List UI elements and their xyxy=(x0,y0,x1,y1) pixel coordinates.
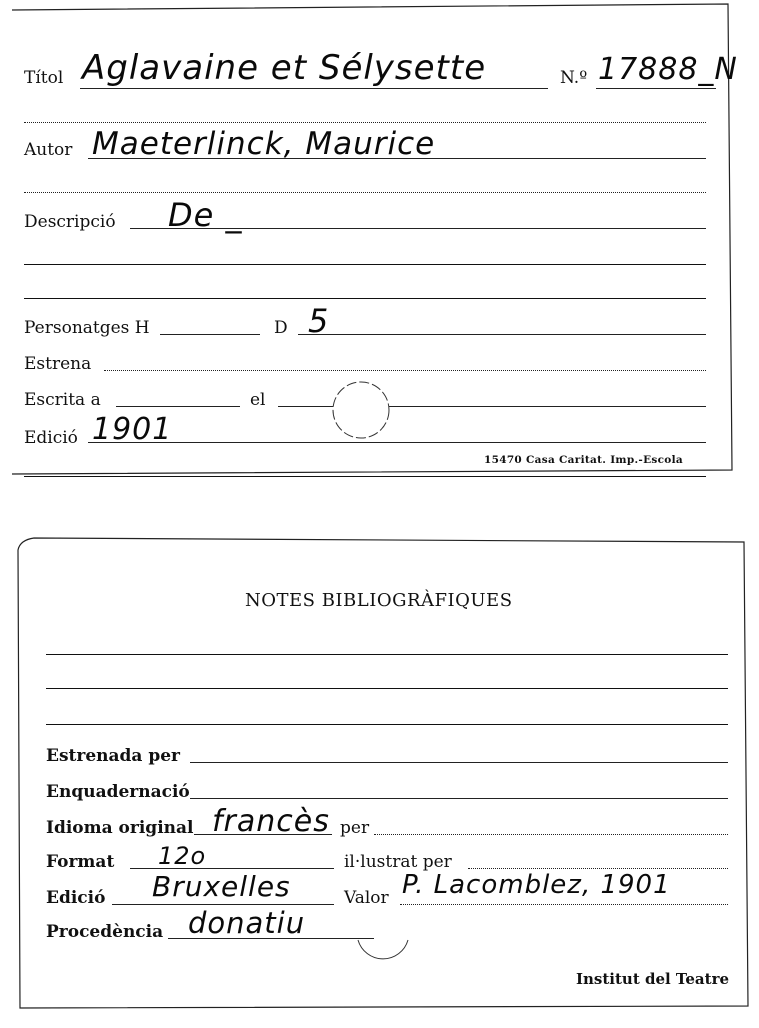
separator-line xyxy=(24,122,706,123)
procedencia-label: Procedència xyxy=(46,922,164,942)
procedencia-value: donatiu xyxy=(188,906,306,940)
numero-label: N.º xyxy=(560,68,588,88)
catalog-card-front xyxy=(8,6,738,476)
el-label: el xyxy=(250,390,266,410)
numero-value: 17888_N xyxy=(598,52,738,87)
institut-imprint: Institut del Teatre xyxy=(576,970,730,988)
edicio-back-value: Bruxelles xyxy=(152,870,291,903)
valor-value: P. Lacomblez, 1901 xyxy=(402,870,671,900)
blank-line xyxy=(24,264,706,265)
blank-line xyxy=(46,724,728,725)
edicio-line xyxy=(88,442,706,443)
escrita-label: Escrita a xyxy=(24,390,101,410)
format-value: 12o xyxy=(158,842,207,870)
blank-line xyxy=(46,654,728,655)
edicio-back-line xyxy=(112,904,334,905)
illustrat-label: il·lustrat per xyxy=(344,852,452,872)
escrita-line xyxy=(116,406,240,407)
personatges-h-line xyxy=(160,334,260,335)
d-label: D xyxy=(274,318,288,338)
valor-label: Valor xyxy=(344,888,389,908)
d-value: 5 xyxy=(308,302,330,340)
autor-value: Maeterlinck, Maurice xyxy=(92,126,436,162)
estrenada-label: Estrenada per xyxy=(46,746,181,766)
per-label: per xyxy=(340,818,370,838)
bottom-line xyxy=(24,476,706,477)
blank-line xyxy=(24,298,706,299)
estrenada-line xyxy=(190,762,728,763)
printer-imprint: 15470 Casa Caritat. Imp.-Escola xyxy=(484,454,683,466)
separator-line xyxy=(24,192,706,193)
edicio-label: Edició xyxy=(24,428,78,448)
valor-line xyxy=(400,904,728,905)
estrena-label: Estrena xyxy=(24,354,92,374)
edicio-back-label: Edició xyxy=(46,888,106,908)
titol-line xyxy=(80,88,548,89)
edicio-value: 1901 xyxy=(92,412,173,447)
format-label: Format xyxy=(46,852,115,872)
catalog-card-back xyxy=(18,538,754,1010)
titol-value: Aglavaine et Sélysette xyxy=(82,48,487,88)
titol-label: Títol xyxy=(24,68,64,88)
personatges-label: Personatges H xyxy=(24,318,150,338)
descripcio-value: De _ xyxy=(168,196,243,234)
punch-hole xyxy=(326,376,396,446)
enquadernacio-line xyxy=(190,798,728,799)
numero-line xyxy=(596,88,716,89)
per-line xyxy=(374,834,728,835)
estrena-line xyxy=(104,370,706,371)
blank-line xyxy=(46,688,728,689)
idioma-label: Idioma original xyxy=(46,818,194,838)
punch-hole xyxy=(350,910,416,976)
descripcio-label: Descripció xyxy=(24,212,116,232)
idioma-value: francès xyxy=(212,804,330,839)
personatges-d-line xyxy=(298,334,706,335)
notes-heading: NOTES BIBLIOGRÀFIQUES xyxy=(245,590,513,611)
autor-label: Autor xyxy=(24,140,73,160)
illustrat-line xyxy=(468,868,728,869)
enquadernacio-label: Enquadernació xyxy=(46,782,190,802)
